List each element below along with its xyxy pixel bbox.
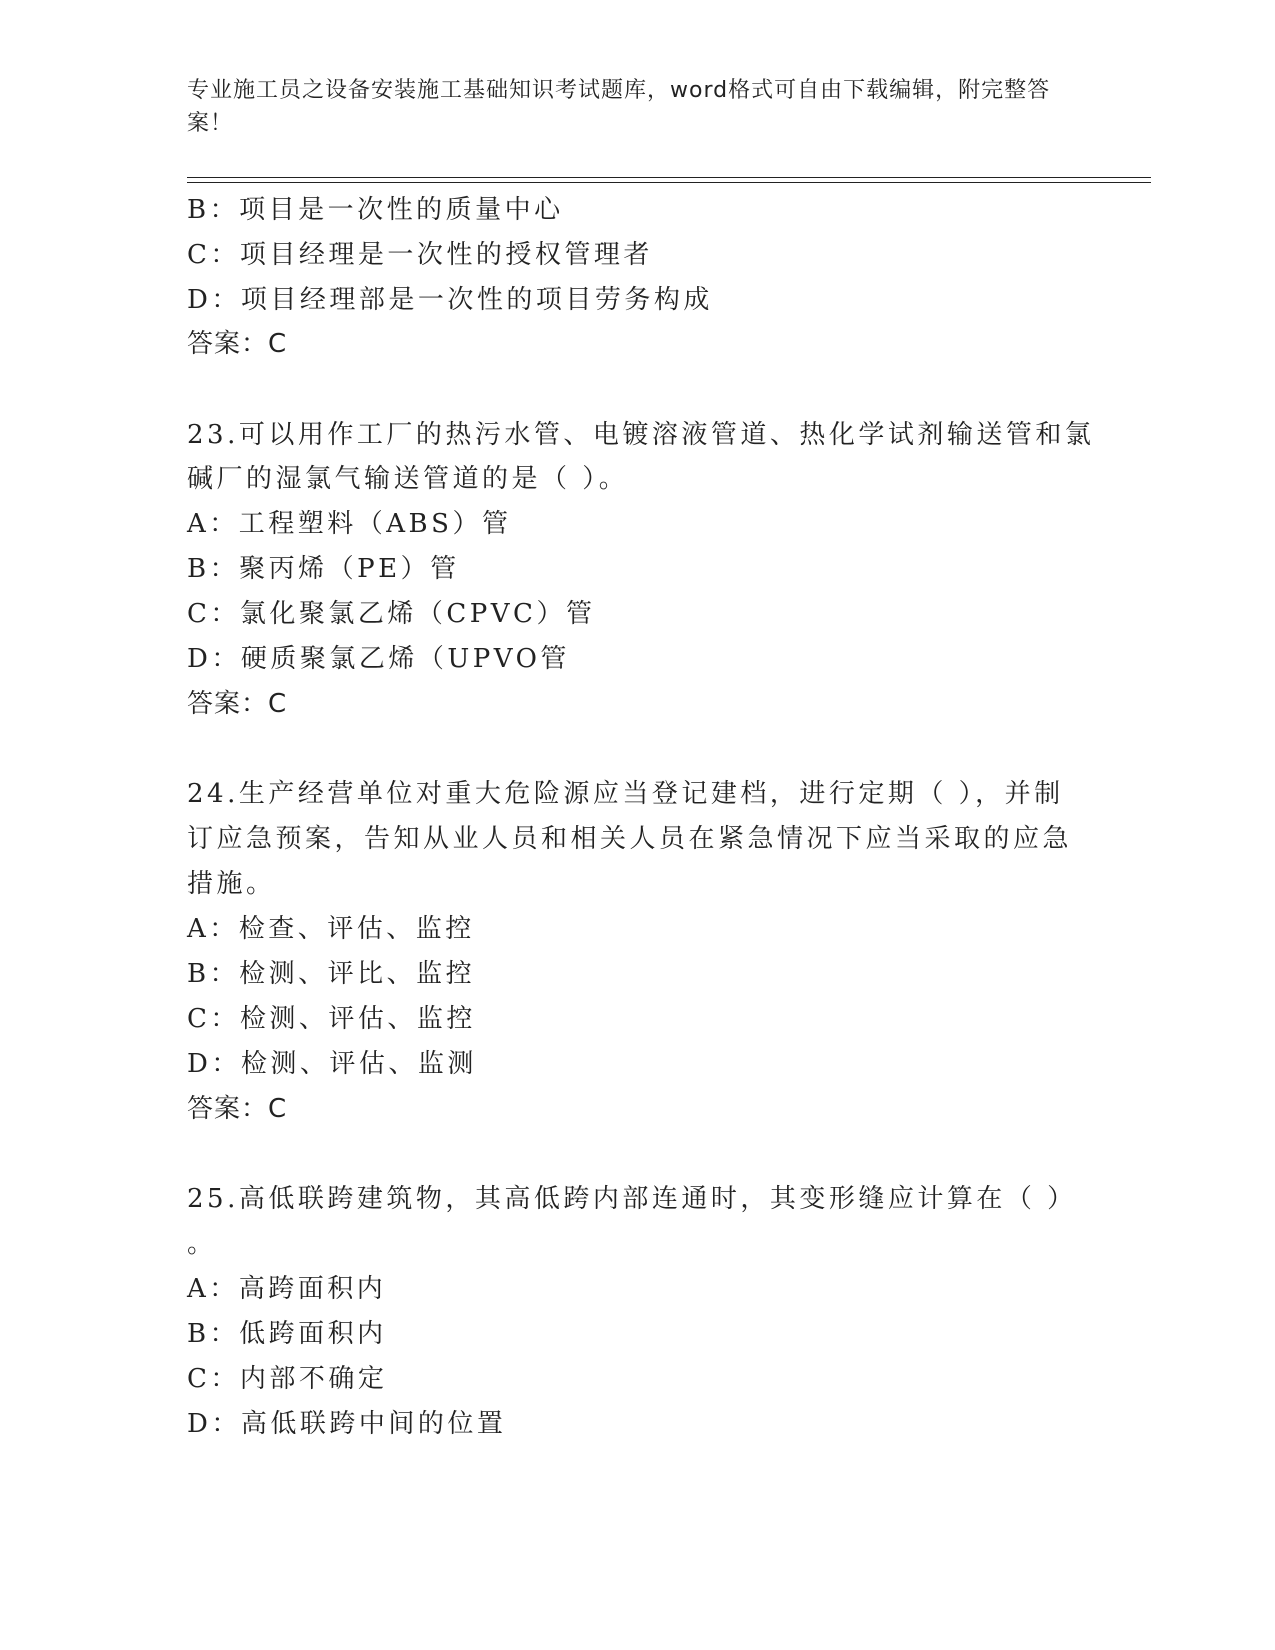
q23-answer: 答案：C bbox=[187, 689, 288, 719]
q23-stem-line1: 23.可以用作工厂的热污水管、电镀溶液管道、热化学试剂输送管和氯 bbox=[187, 420, 1095, 450]
header-rule-bottom bbox=[187, 182, 1151, 183]
q23-option-a: A：工程塑料（ABS）管 bbox=[187, 509, 512, 539]
q24-option-c: C：检测、评估、监控 bbox=[187, 1004, 476, 1034]
q24-stem-line2: 订应急预案，告知从业人员和相关人员在紧急情况下应当采取的应急 bbox=[187, 824, 1073, 854]
q24-option-d: D：检测、评估、监测 bbox=[187, 1049, 477, 1079]
q23-option-c: C：氯化聚氯乙烯（CPVC）管 bbox=[187, 599, 596, 629]
q22-answer: 答案：C bbox=[187, 329, 288, 359]
q24-answer: 答案：C bbox=[187, 1094, 288, 1124]
q25-option-b: B：低跨面积内 bbox=[187, 1319, 387, 1349]
q25-option-a: A：高跨面积内 bbox=[187, 1274, 387, 1304]
q23-stem-line2: 碱厂的湿氯气输送管道的是（ ）。 bbox=[187, 464, 629, 494]
q23-option-d: D：硬质聚氯乙烯（UPVO管 bbox=[187, 644, 570, 674]
q25-stem-line2: 。 bbox=[187, 1229, 217, 1259]
q24-option-a: A：检查、评估、监控 bbox=[187, 914, 475, 944]
q22-option-b: B：项目是一次性的质量中心 bbox=[187, 195, 564, 225]
header-rule-top bbox=[187, 177, 1151, 178]
q22-option-d: D：项目经理部是一次性的项目劳务构成 bbox=[187, 285, 713, 315]
q24-stem-line3: 措施。 bbox=[187, 869, 276, 899]
q25-option-c: C：内部不确定 bbox=[187, 1364, 388, 1394]
page-header: 专业施工员之设备安装施工基础知识考试题库，word格式可自由下载编辑，附完整答案！ bbox=[187, 78, 1051, 136]
q23-option-b: B：聚丙烯（PE）管 bbox=[187, 554, 460, 584]
q22-option-c: C：项目经理是一次性的授权管理者 bbox=[187, 240, 653, 270]
q25-stem-line1: 25.高低联跨建筑物，其高低跨内部连通时，其变形缝应计算在（ ） bbox=[187, 1184, 1077, 1214]
q24-stem-line1: 24.生产经营单位对重大危险源应当登记建档，进行定期（ ），并制 bbox=[187, 779, 1064, 809]
q24-option-b: B：检测、评比、监控 bbox=[187, 959, 476, 989]
q25-option-d: D：高低联跨中间的位置 bbox=[187, 1409, 507, 1439]
